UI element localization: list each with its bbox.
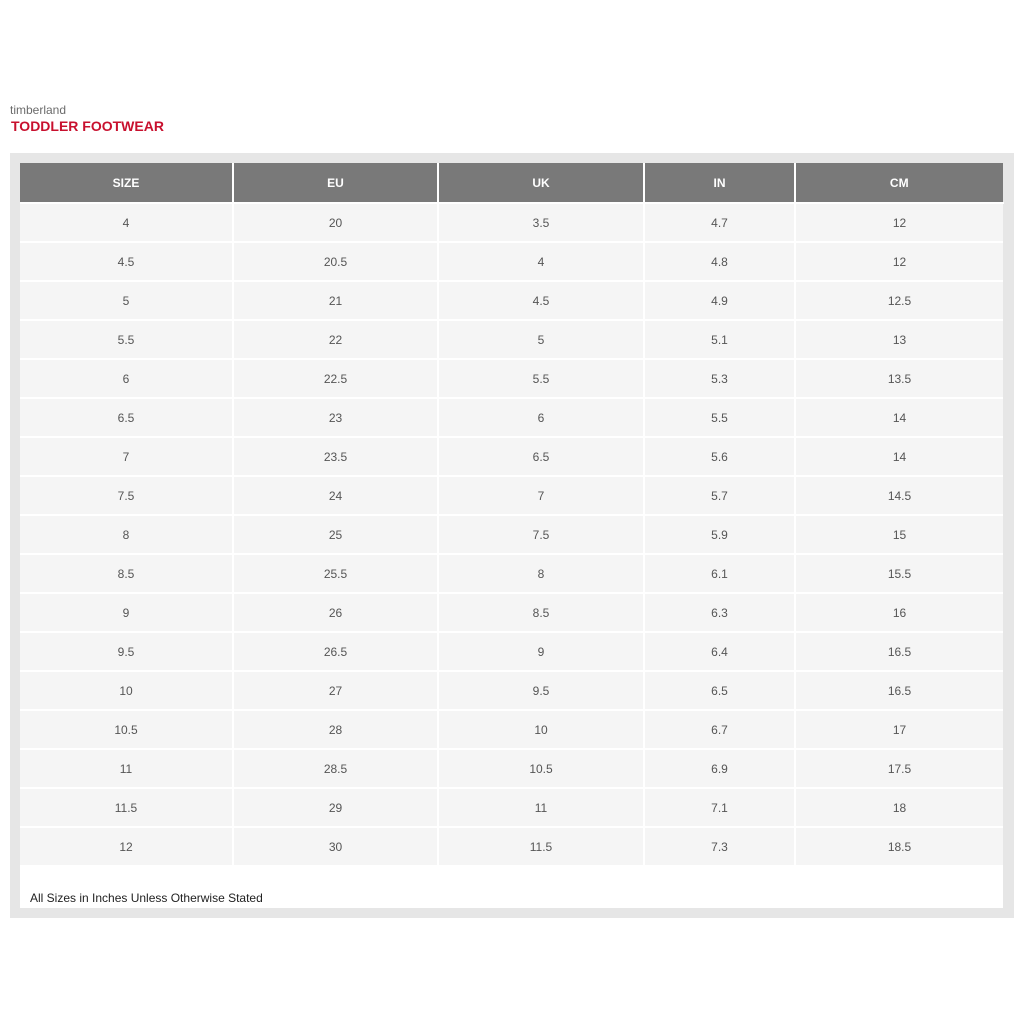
cell-cm: 12.5 (795, 281, 1003, 320)
table-row (20, 320, 1003, 359)
table-row (20, 398, 1003, 437)
size-chart-panel (10, 153, 1014, 918)
cell-eu: 28.5 (233, 749, 438, 788)
table-row (20, 476, 1003, 515)
table-body (20, 203, 1003, 866)
cell-eu: 21 (233, 281, 438, 320)
cell-in: 6.4 (644, 632, 795, 671)
table-row (20, 281, 1003, 320)
column-header-size: SIZE (20, 163, 233, 203)
cell-cm: 14.5 (795, 476, 1003, 515)
cell-eu: 20 (233, 203, 438, 242)
cell-in: 5.1 (644, 320, 795, 359)
table-header-row (20, 163, 1003, 203)
column-header-eu: EU (233, 163, 438, 203)
cell-eu: 26.5 (233, 632, 438, 671)
cell-eu: 27 (233, 671, 438, 710)
cell-in: 6.7 (644, 710, 795, 749)
cell-uk: 7.5 (438, 515, 644, 554)
table-row (20, 359, 1003, 398)
cell-cm: 14 (795, 437, 1003, 476)
cell-cm: 12 (795, 242, 1003, 281)
cell-cm: 16.5 (795, 632, 1003, 671)
cell-size: 4 (20, 203, 233, 242)
cell-eu: 30 (233, 827, 438, 866)
cell-in: 5.6 (644, 437, 795, 476)
page-title: TODDLER FOOTWEAR (11, 118, 164, 134)
table-row (20, 242, 1003, 281)
cell-uk: 11.5 (438, 827, 644, 866)
cell-eu: 23 (233, 398, 438, 437)
cell-uk: 4 (438, 242, 644, 281)
cell-in: 4.9 (644, 281, 795, 320)
cell-eu: 25.5 (233, 554, 438, 593)
cell-uk: 6.5 (438, 437, 644, 476)
cell-uk: 9.5 (438, 671, 644, 710)
size-chart-container (20, 163, 1003, 908)
cell-cm: 17.5 (795, 749, 1003, 788)
cell-size: 11 (20, 749, 233, 788)
table-row (20, 515, 1003, 554)
cell-in: 5.7 (644, 476, 795, 515)
cell-cm: 16 (795, 593, 1003, 632)
column-header-uk: UK (438, 163, 644, 203)
cell-size: 8 (20, 515, 233, 554)
cell-cm: 12 (795, 203, 1003, 242)
cell-eu: 22.5 (233, 359, 438, 398)
cell-cm: 15.5 (795, 554, 1003, 593)
cell-size: 6.5 (20, 398, 233, 437)
cell-in: 5.9 (644, 515, 795, 554)
table-row (20, 710, 1003, 749)
cell-eu: 22 (233, 320, 438, 359)
cell-size: 10.5 (20, 710, 233, 749)
table-row (20, 632, 1003, 671)
cell-cm: 14 (795, 398, 1003, 437)
cell-in: 7.1 (644, 788, 795, 827)
column-header-in: IN (644, 163, 795, 203)
column-header-cm: CM (795, 163, 1003, 203)
cell-eu: 23.5 (233, 437, 438, 476)
cell-eu: 26 (233, 593, 438, 632)
cell-eu: 24 (233, 476, 438, 515)
cell-uk: 9 (438, 632, 644, 671)
cell-in: 5.3 (644, 359, 795, 398)
cell-in: 6.3 (644, 593, 795, 632)
cell-in: 7.3 (644, 827, 795, 866)
cell-size: 10 (20, 671, 233, 710)
cell-uk: 11 (438, 788, 644, 827)
cell-uk: 4.5 (438, 281, 644, 320)
cell-uk: 10 (438, 710, 644, 749)
cell-eu: 20.5 (233, 242, 438, 281)
cell-size: 6 (20, 359, 233, 398)
table-row (20, 593, 1003, 632)
cell-size: 5 (20, 281, 233, 320)
cell-eu: 28 (233, 710, 438, 749)
table-row (20, 203, 1003, 242)
cell-in: 5.5 (644, 398, 795, 437)
cell-size: 7.5 (20, 476, 233, 515)
cell-size: 9.5 (20, 632, 233, 671)
cell-in: 4.8 (644, 242, 795, 281)
cell-cm: 18.5 (795, 827, 1003, 866)
cell-size: 8.5 (20, 554, 233, 593)
cell-in: 6.5 (644, 671, 795, 710)
cell-uk: 10.5 (438, 749, 644, 788)
table-row (20, 554, 1003, 593)
cell-uk: 5 (438, 320, 644, 359)
table-row (20, 437, 1003, 476)
cell-size: 4.5 (20, 242, 233, 281)
cell-uk: 3.5 (438, 203, 644, 242)
table-row (20, 749, 1003, 788)
cell-cm: 16.5 (795, 671, 1003, 710)
cell-cm: 15 (795, 515, 1003, 554)
cell-size: 9 (20, 593, 233, 632)
footnote: All Sizes in Inches Unless Otherwise Stated (30, 891, 263, 905)
cell-size: 11.5 (20, 788, 233, 827)
cell-cm: 17 (795, 710, 1003, 749)
cell-uk: 8.5 (438, 593, 644, 632)
cell-uk: 5.5 (438, 359, 644, 398)
cell-uk: 8 (438, 554, 644, 593)
table-row (20, 827, 1003, 866)
cell-uk: 7 (438, 476, 644, 515)
table-row (20, 788, 1003, 827)
cell-size: 7 (20, 437, 233, 476)
cell-in: 6.9 (644, 749, 795, 788)
cell-cm: 13 (795, 320, 1003, 359)
cell-cm: 18 (795, 788, 1003, 827)
cell-cm: 13.5 (795, 359, 1003, 398)
cell-in: 6.1 (644, 554, 795, 593)
cell-eu: 25 (233, 515, 438, 554)
table-row (20, 671, 1003, 710)
cell-eu: 29 (233, 788, 438, 827)
brand-name: timberland (10, 103, 67, 117)
cell-size: 12 (20, 827, 233, 866)
cell-in: 4.7 (644, 203, 795, 242)
cell-size: 5.5 (20, 320, 233, 359)
cell-uk: 6 (438, 398, 644, 437)
size-table (20, 163, 1004, 867)
